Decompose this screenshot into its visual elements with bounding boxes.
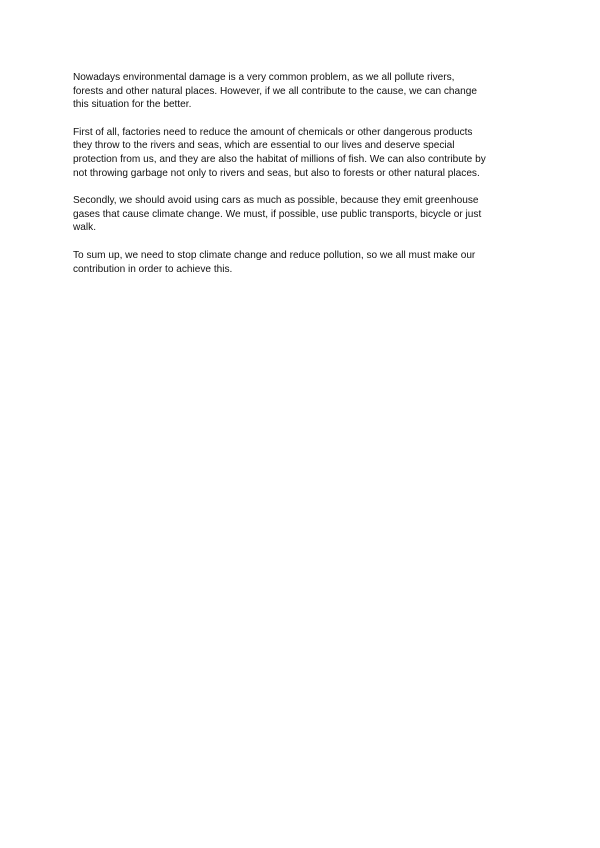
paragraph-first-point: [73, 126, 528, 180]
text-line: walk.: [73, 222, 96, 234]
text-line: protection from us, and they are also the habitat of millions of fish. We can also contribute by: [73, 153, 486, 165]
text-line: To sum up, we need to stop climate change and reduce pollution, so we all must make our: [73, 249, 476, 261]
paragraph-second-point: [73, 194, 528, 235]
text-line: gases that cause climate change. We must, if possible, use public transports, bicycle or just: [73, 208, 482, 220]
text-line: forests and other natural places. However, if we all contribute to the cause, we can change: [73, 85, 477, 97]
text-line: contribution in order to achieve this.: [73, 263, 233, 275]
text-line: Secondly, we should avoid using cars as much as possible, because they emit greenhouse: [73, 195, 479, 207]
text-line: Nowadays environmental damage is a very common problem, as we all pollute rivers,: [73, 72, 455, 83]
paragraph-conclusion: [73, 249, 528, 276]
text-line: not throwing garbage not only to rivers and seas, but also to forests or other natural places.: [73, 167, 480, 179]
text-line: First of all, factories need to reduce the amount of chemicals or other dangerous products: [73, 126, 473, 138]
paragraph-intro: [73, 71, 528, 112]
text-line: they throw to the rivers and seas, which are essential to our lives and deserve special: [73, 140, 455, 152]
document-body: [73, 71, 528, 290]
text-line: this situation for the better.: [73, 99, 192, 111]
